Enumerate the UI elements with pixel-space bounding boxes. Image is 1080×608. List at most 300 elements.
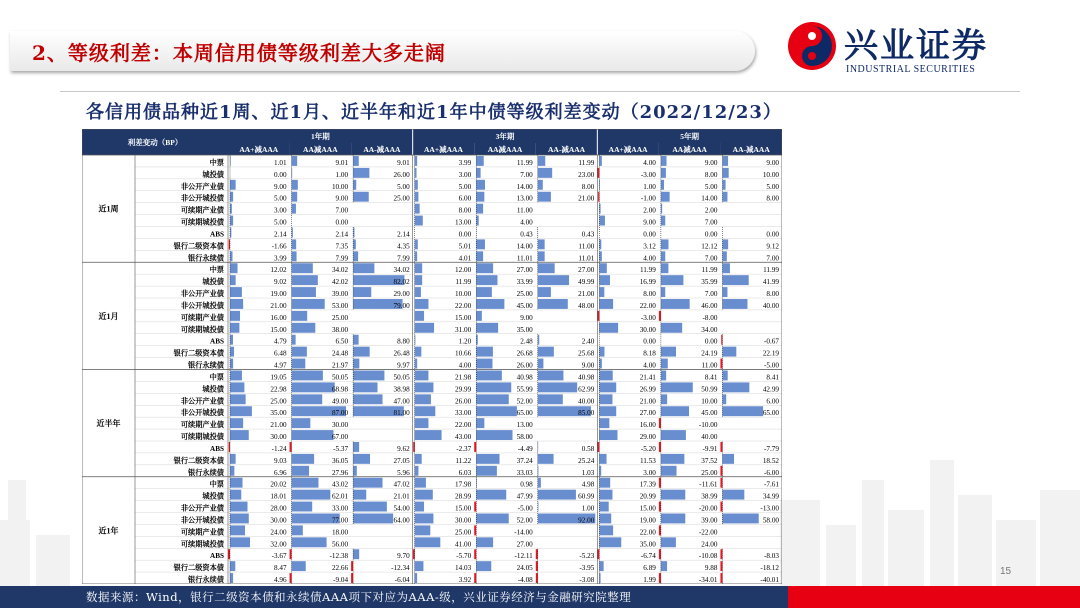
- cell-value: 21.01: [393, 492, 410, 501]
- cell-value: 29.00: [639, 433, 656, 441]
- data-bar-positive: [538, 180, 543, 190]
- cell-value: 22.00: [639, 528, 656, 537]
- cell-value: 0.98: [520, 480, 533, 489]
- data-bar-positive: [476, 192, 484, 202]
- data-bar-negative: [474, 442, 476, 452]
- data-bar-positive: [476, 514, 509, 524]
- logo-text-cn: 兴业证券: [844, 26, 988, 66]
- cell-value: 11.99: [455, 278, 472, 287]
- cell-value: 9.00: [704, 158, 718, 167]
- cell-value: -4.08: [517, 576, 533, 584]
- data-bar-negative: [290, 573, 292, 583]
- data-bar-positive: [599, 347, 604, 357]
- cell-value: 0.00: [335, 218, 349, 227]
- cell-value: 21.41: [639, 373, 656, 382]
- cell-value: 54.00: [393, 504, 410, 513]
- data-bar-negative: [720, 502, 722, 512]
- data-bar-positive: [476, 394, 509, 404]
- data-bar-positive: [722, 371, 727, 381]
- cell-value: -6.00: [764, 468, 779, 477]
- cell-value: 8.41: [704, 373, 718, 382]
- cell-value: 4.00: [520, 218, 533, 227]
- cell-value: 24.00: [270, 528, 287, 537]
- cell-value: 9.00: [520, 313, 533, 322]
- cell-value: -5.70: [456, 552, 472, 561]
- cell-value: 0.00: [766, 230, 779, 239]
- row-label: 可续期城投债: [180, 325, 224, 334]
- cell-value: 35.00: [516, 325, 533, 334]
- cell-value: 4.00: [643, 254, 656, 263]
- cell-value: 65.00: [762, 409, 779, 418]
- cell-value: 20.99: [639, 492, 656, 501]
- data-bar-positive: [476, 216, 479, 226]
- data-bar-positive: [230, 514, 249, 524]
- cell-value: 9.00: [766, 158, 779, 167]
- cell-value: 1.01: [273, 158, 287, 167]
- group-header-label: 3年期: [495, 132, 515, 141]
- cell-value: 26.68: [516, 349, 533, 358]
- cell-value: 25.00: [701, 468, 718, 477]
- cell-value: 11.00: [516, 206, 533, 215]
- row-label: 银行永续债: [188, 468, 224, 477]
- data-bar-positive: [230, 192, 233, 202]
- data-bar-positive: [722, 275, 748, 285]
- cell-value: 19.00: [270, 290, 287, 298]
- data-bar-positive: [415, 478, 426, 488]
- cell-value: 13.00: [455, 218, 472, 227]
- column-header-label: AA减AAA: [487, 145, 523, 154]
- cell-value: 11.99: [639, 266, 656, 275]
- cell-value: -3.00: [640, 170, 656, 179]
- section-title: 2、等级利差：本周信用债等级利差大多走阔: [32, 41, 446, 65]
- column-header-label: AA-减AAA: [548, 145, 586, 154]
- cell-value: 13.00: [516, 421, 533, 430]
- cell-value: 6.00: [766, 397, 779, 406]
- data-bar-positive: [599, 382, 616, 392]
- cell-value: -20.00: [698, 504, 718, 513]
- cell-value: -12.11: [514, 552, 533, 561]
- data-bar-positive: [415, 204, 420, 214]
- cell-value: 1.99: [643, 576, 656, 584]
- cell-value: 21.00: [578, 194, 595, 203]
- row-label: 非公开产业债: [180, 290, 224, 298]
- column-header-label: AA+减AAA: [239, 145, 279, 154]
- data-bar-positive: [476, 251, 483, 261]
- data-bar-negative: [659, 478, 661, 488]
- period-label: 近半年: [96, 419, 121, 429]
- cell-value: 22.00: [455, 421, 472, 430]
- data-bar-positive: [661, 192, 670, 202]
- data-bar-negative: [597, 311, 599, 321]
- cell-value: 8.41: [766, 373, 779, 382]
- cell-value: 3.12: [643, 242, 656, 251]
- data-bar-positive: [353, 239, 356, 249]
- data-bar-positive: [661, 323, 682, 333]
- cell-value: 3.92: [458, 576, 472, 584]
- cell-value: 27.00: [516, 266, 533, 275]
- row-label: ABS: [210, 230, 224, 239]
- cell-value: -11.61: [699, 480, 718, 489]
- row-label: 中票: [209, 373, 224, 382]
- data-bar-positive: [353, 514, 393, 524]
- cell-value: -7.61: [764, 480, 779, 489]
- data-bar-positive: [538, 454, 554, 464]
- data-bar-positive: [538, 287, 551, 297]
- cell-value: 6.03: [458, 468, 472, 477]
- data-bar-negative: [720, 561, 722, 571]
- data-bar-positive: [415, 180, 418, 190]
- data-bar-positive: [722, 382, 749, 392]
- cell-value: 29.00: [393, 290, 410, 298]
- cell-value: 5.00: [273, 218, 287, 227]
- cell-value: 22.98: [270, 385, 287, 394]
- data-bar-negative: [597, 168, 599, 178]
- data-bar-positive: [476, 347, 493, 357]
- data-bar-positive: [599, 263, 607, 273]
- data-bar-positive: [230, 335, 233, 345]
- data-bar-positive: [292, 287, 316, 297]
- data-bar-positive: [476, 239, 485, 249]
- cell-value: 25.00: [393, 194, 410, 203]
- cell-value: -1.00: [640, 194, 656, 203]
- cell-value: 22.00: [455, 301, 472, 310]
- data-bar-positive: [230, 525, 245, 535]
- data-bar-negative: [720, 359, 722, 369]
- data-bar-positive: [353, 442, 359, 452]
- cell-value: 7.00: [704, 290, 718, 298]
- data-bar-positive: [599, 251, 602, 261]
- cell-value: 46.00: [701, 301, 718, 310]
- cell-value: 4.79: [273, 337, 287, 346]
- row-label: 非公开产业债: [180, 504, 224, 513]
- cell-value: -3.67: [271, 552, 287, 561]
- cell-value: 36.05: [331, 456, 349, 465]
- cell-value: 22.66: [331, 564, 349, 573]
- cell-value: -4.49: [517, 444, 533, 453]
- cell-value: 37.24: [516, 456, 533, 465]
- cell-value: 19.05: [270, 373, 287, 382]
- data-bar-positive: [599, 216, 605, 226]
- cell-value: 33.00: [331, 504, 349, 513]
- data-bar-positive: [661, 537, 676, 547]
- cell-value: 11.99: [516, 158, 533, 167]
- data-bar-positive: [353, 168, 369, 178]
- cell-value: 11.99: [701, 266, 718, 275]
- data-bar-positive: [722, 239, 728, 249]
- data-bar-positive: [353, 502, 387, 512]
- cell-value: 0.00: [704, 230, 718, 239]
- data-bar-positive: [353, 347, 370, 357]
- cell-value: 25.00: [455, 528, 472, 537]
- data-bar-positive: [415, 323, 434, 333]
- data-bar-positive: [353, 549, 359, 559]
- cell-value: 14.00: [516, 242, 533, 251]
- row-label: 城投债: [202, 385, 224, 394]
- cell-value: 7.99: [335, 254, 349, 263]
- period-label: 近1年: [98, 526, 119, 536]
- cell-value: -1.24: [271, 444, 287, 453]
- cell-value: 28.00: [270, 504, 287, 513]
- row-label: 可续期产业债: [180, 528, 224, 537]
- cell-value: 9.62: [397, 444, 410, 453]
- data-bar-positive: [538, 275, 569, 285]
- data-bar-positive: [353, 263, 374, 273]
- row-label: 非公开城投债: [180, 301, 224, 310]
- data-bar-positive: [476, 466, 497, 476]
- cell-value: 3.99: [273, 254, 287, 263]
- data-bar-positive: [476, 406, 517, 416]
- data-bar-positive: [415, 454, 422, 464]
- cell-value: 8.00: [643, 290, 656, 298]
- data-bar-positive: [415, 192, 419, 202]
- cell-value: 29.99: [455, 385, 472, 394]
- data-bar-negative: [720, 478, 722, 488]
- data-bar-positive: [476, 204, 483, 214]
- cell-value: 2.48: [520, 337, 533, 346]
- cell-value: 40.98: [578, 373, 595, 382]
- cell-value: 19.00: [639, 516, 656, 525]
- cell-value: 13.00: [516, 194, 533, 203]
- cell-value: 3.99: [458, 158, 472, 167]
- cell-value: 4.96: [273, 576, 287, 584]
- data-bar-positive: [722, 180, 725, 190]
- row-label: 可续期产业债: [180, 206, 224, 215]
- cell-value: 92.00: [578, 516, 595, 525]
- cell-value: 11.00: [701, 361, 718, 370]
- data-bar-positive: [599, 418, 609, 428]
- data-bar-positive: [230, 394, 246, 404]
- cell-value: -12.38: [329, 552, 349, 561]
- cell-value: 1.20: [458, 337, 472, 346]
- data-bar-negative: [659, 311, 661, 321]
- data-bar-positive: [230, 573, 233, 583]
- data-bar-positive: [292, 311, 308, 321]
- data-bar-positive: [415, 561, 424, 571]
- cell-value: 11.01: [578, 254, 595, 263]
- cell-value: 65.00: [516, 409, 533, 418]
- data-bar-positive: [353, 180, 356, 190]
- cell-value: 9.00: [335, 194, 349, 203]
- cell-value: 9.03: [273, 456, 287, 465]
- cell-value: 14.03: [455, 564, 472, 573]
- data-bar-positive: [230, 311, 240, 321]
- cell-value: -6.04: [394, 576, 410, 584]
- data-bar-positive: [415, 299, 429, 309]
- data-bar-positive: [476, 454, 499, 464]
- cell-value: 21.00: [578, 290, 595, 298]
- data-bar-positive: [599, 490, 612, 500]
- data-bar-positive: [415, 537, 441, 547]
- cell-value: 15.00: [270, 325, 287, 334]
- data-bar-negative: [290, 442, 292, 452]
- data-bar-positive: [292, 525, 303, 535]
- data-bar-positive: [415, 525, 431, 535]
- data-bar-positive: [292, 382, 335, 392]
- cell-value: 8.00: [581, 182, 595, 191]
- cell-value: 20.02: [270, 480, 287, 489]
- data-bar-positive: [722, 406, 763, 416]
- cell-value: 41.00: [455, 540, 472, 549]
- cell-value: 4.00: [643, 158, 656, 167]
- cell-value: 38.99: [701, 492, 718, 501]
- row-label: 银行二级资本债: [173, 456, 224, 465]
- data-bar-positive: [292, 478, 319, 488]
- data-bar-positive: [538, 192, 551, 202]
- data-bar-positive: [476, 537, 493, 547]
- footer-bar: [0, 586, 1080, 608]
- cell-value: -13.00: [760, 504, 779, 513]
- cell-value: 8.00: [458, 206, 472, 215]
- cell-value: 0.58: [581, 444, 595, 453]
- cell-value: -9.04: [333, 576, 349, 584]
- row-label: 中票: [209, 158, 224, 167]
- cell-value: 33.03: [516, 468, 533, 477]
- cell-value: 42.02: [331, 278, 349, 287]
- row-label: 中票: [209, 266, 224, 275]
- cell-value: 45.00: [701, 409, 718, 418]
- data-bar-negative: [659, 573, 661, 583]
- cell-value: 9.88: [704, 564, 718, 573]
- data-bar-positive: [722, 263, 730, 273]
- cell-value: 11.01: [516, 254, 533, 263]
- data-bar-positive: [292, 299, 325, 309]
- data-bar-positive: [353, 251, 358, 261]
- data-bar-positive: [292, 466, 309, 476]
- data-bar-positive: [722, 347, 736, 357]
- cell-value: 25.00: [331, 313, 349, 322]
- data-bar-positive: [476, 561, 491, 571]
- data-bar-positive: [538, 168, 552, 178]
- data-bar-positive: [415, 418, 429, 428]
- cell-value: 35.00: [270, 409, 287, 418]
- cell-value: 11.99: [763, 266, 779, 275]
- cell-value: -8.00: [702, 313, 718, 322]
- data-bar-positive: [476, 263, 493, 273]
- cell-value: 27.96: [331, 468, 349, 477]
- cell-value: 6.89: [643, 564, 656, 573]
- row-label: ABS: [210, 444, 224, 453]
- cell-value: 27.00: [516, 540, 533, 549]
- cell-value: 26.00: [393, 170, 410, 179]
- row-label: 城投债: [202, 492, 224, 501]
- cell-value: -14.00: [514, 528, 533, 537]
- data-bar-positive: [476, 287, 492, 297]
- cell-value: 55.99: [516, 385, 533, 394]
- period-label: 近1周: [98, 204, 119, 214]
- cell-value: 50.05: [331, 373, 349, 382]
- data-bar-positive: [230, 537, 250, 547]
- data-bar-positive: [230, 299, 243, 309]
- data-bar-positive: [661, 561, 667, 571]
- data-bar-positive: [415, 382, 434, 392]
- data-bar-positive: [599, 430, 617, 440]
- cell-value: 82.02: [393, 278, 410, 287]
- data-bar-positive: [661, 382, 693, 392]
- data-bar-positive: [538, 299, 568, 309]
- data-bar-positive: [415, 216, 423, 226]
- data-bar-positive: [476, 323, 498, 333]
- data-bar-positive: [538, 263, 555, 273]
- data-bar-positive: [599, 287, 604, 297]
- column-header-label: AA-减AAA: [363, 145, 401, 154]
- data-bar-positive: [661, 454, 684, 464]
- cell-value: -2.37: [456, 444, 472, 453]
- cell-value: 68.98: [331, 385, 349, 394]
- data-bar-positive: [415, 573, 417, 583]
- cell-value: 60.99: [578, 492, 595, 501]
- data-bar-positive: [599, 466, 601, 476]
- data-bar-positive: [661, 251, 665, 261]
- cell-value: 15.00: [455, 313, 472, 322]
- data-bar-positive: [415, 263, 423, 273]
- cell-value: 47.00: [393, 397, 410, 406]
- cell-value: 2.40: [581, 337, 595, 346]
- cell-value: 64.00: [393, 516, 410, 525]
- data-bar-positive: [415, 406, 436, 416]
- cell-value: 10.00: [455, 290, 472, 298]
- cell-value: 30.00: [455, 516, 472, 525]
- data-bar-positive: [415, 514, 434, 524]
- data-bar-positive: [415, 239, 418, 249]
- cell-value: 30.00: [331, 421, 349, 430]
- cell-value: 37.52: [701, 456, 718, 465]
- cell-value: -34.01: [698, 576, 718, 584]
- cell-value: 12.00: [455, 266, 472, 275]
- cell-value: 25.24: [578, 456, 595, 465]
- cell-value: 1.00: [581, 504, 595, 513]
- data-bar-positive: [230, 323, 239, 333]
- data-bar-negative: [536, 549, 538, 559]
- cell-value: 2.00: [704, 206, 718, 215]
- data-bar-positive: [415, 251, 418, 261]
- cell-value: 40.00: [762, 301, 779, 310]
- cell-value: 14.00: [701, 194, 718, 203]
- data-bar-positive: [538, 394, 563, 404]
- cell-value: 85.00: [578, 409, 595, 418]
- cell-value: 11.00: [578, 242, 595, 251]
- cell-value: 31.00: [455, 325, 472, 334]
- cell-value: -3.08: [579, 576, 595, 584]
- cell-value: 18.01: [270, 492, 287, 501]
- cell-value: 50.99: [701, 385, 718, 394]
- cell-value: 52.00: [516, 397, 533, 406]
- cell-value: 23.00: [578, 170, 595, 179]
- data-bar-positive: [230, 287, 242, 297]
- cell-value: 43.00: [455, 433, 472, 441]
- cell-value: -18.12: [760, 564, 779, 573]
- cell-value: 12.12: [701, 242, 718, 251]
- data-bar-positive: [538, 251, 545, 261]
- data-bar-positive: [415, 287, 421, 297]
- data-bar-positive: [599, 561, 603, 571]
- cell-value: 22.19: [762, 349, 779, 358]
- cell-value: 6.48: [273, 349, 287, 358]
- row-label: 中票: [209, 480, 224, 489]
- cell-value: 34.02: [393, 266, 410, 275]
- data-bar-positive: [415, 430, 442, 440]
- cell-value: 7.00: [520, 170, 533, 179]
- cell-value: 38.00: [331, 325, 349, 334]
- data-bar-negative: [474, 525, 476, 535]
- data-bar-positive: [599, 275, 610, 285]
- cell-value: -9.91: [702, 444, 718, 453]
- cell-value: 17.98: [455, 480, 472, 489]
- cell-value: 49.99: [578, 278, 595, 287]
- cell-value: 0.00: [643, 337, 656, 346]
- data-bar-positive: [292, 239, 297, 249]
- cell-value: 8.47: [273, 564, 287, 573]
- row-label: 银行永续债: [188, 361, 224, 370]
